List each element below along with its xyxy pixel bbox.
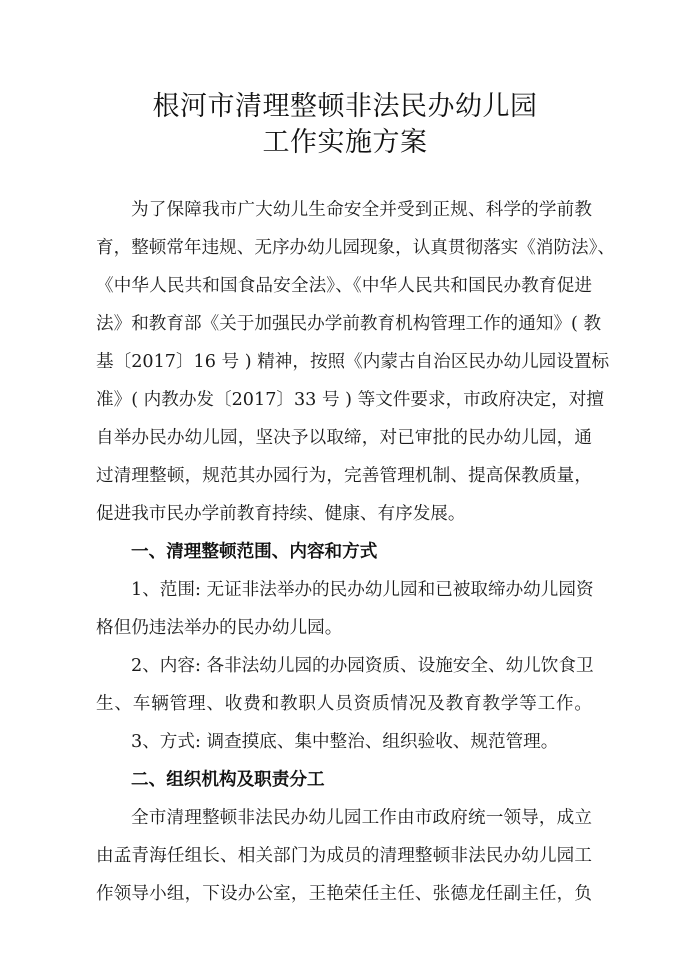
paragraph-line: 为了保障我市广大幼儿生命安全并受到正规、科学的学前教 bbox=[131, 200, 592, 220]
paragraph-line: 全市清理整顿非法民办幼儿园工作由市政府统一领导，成立 bbox=[131, 808, 592, 828]
paragraph-line: 法》和教育部《关于加强民办学前教育机构管理工作的通知》( 教 bbox=[96, 314, 602, 334]
paragraph-line: 基〔2017〕16 号 ) 精神，按照《内蒙古自治区民办幼儿园设置标 bbox=[96, 352, 610, 372]
paragraph-line: 过清理整顿，规范其办园行为，完善管理机制、提高保教质量， bbox=[96, 466, 592, 486]
paragraph-line: 准》( 内教办发〔2017〕33 号 ) 等文件要求，市政府决定，对擅 bbox=[96, 390, 604, 410]
section-heading: 一、清理整顿范围、内容和方式 bbox=[131, 542, 378, 562]
paragraph-line: 自举办民办幼儿园，坚决予以取缔，对已审批的民办幼儿园，通 bbox=[96, 428, 592, 448]
paragraph-line: 格但仍违法举办的民办幼儿园。 bbox=[96, 618, 343, 638]
paragraph-line: 《中华人民共和国食品安全法》、《中华人民共和国民办教育促进 bbox=[96, 276, 592, 296]
paragraph-line: 作领导小组，下设办公室，王艳荣任主任、张德龙任副主任，负 bbox=[96, 884, 592, 904]
paragraph-line: 促进我市民办学前教育持续、健康、有序发展。 bbox=[96, 504, 466, 524]
paragraph-line: 育，整顿常年违规、无序办幼儿园现象，认真贯彻落实《消防法》、 bbox=[96, 238, 616, 258]
paragraph-line: 生、车辆管理、收费和教职人员资质情况及教育教学等工作。 bbox=[96, 694, 592, 714]
paragraph-line: 1、范围: 无证非法举办的民办幼儿园和已被取缔办幼儿园资 bbox=[131, 580, 594, 600]
paragraph-line: 2、内容: 各非法幼儿园的办园资质、设施安全、幼儿饮食卫 bbox=[131, 656, 594, 676]
document-title-line-2: 工作实施方案 bbox=[262, 127, 428, 158]
paragraph-line: 由孟青海任组长、相关部门为成员的清理整顿非法民办幼儿园工 bbox=[96, 846, 592, 866]
section-heading: 二、组织机构及职责分工 bbox=[131, 770, 325, 790]
document-title-line-1: 根河市清理整顿非法民办幼儿园 bbox=[152, 91, 538, 122]
paragraph-line: 3、方式: 调查摸底、集中整治、组织验收、规范管理。 bbox=[131, 732, 559, 752]
